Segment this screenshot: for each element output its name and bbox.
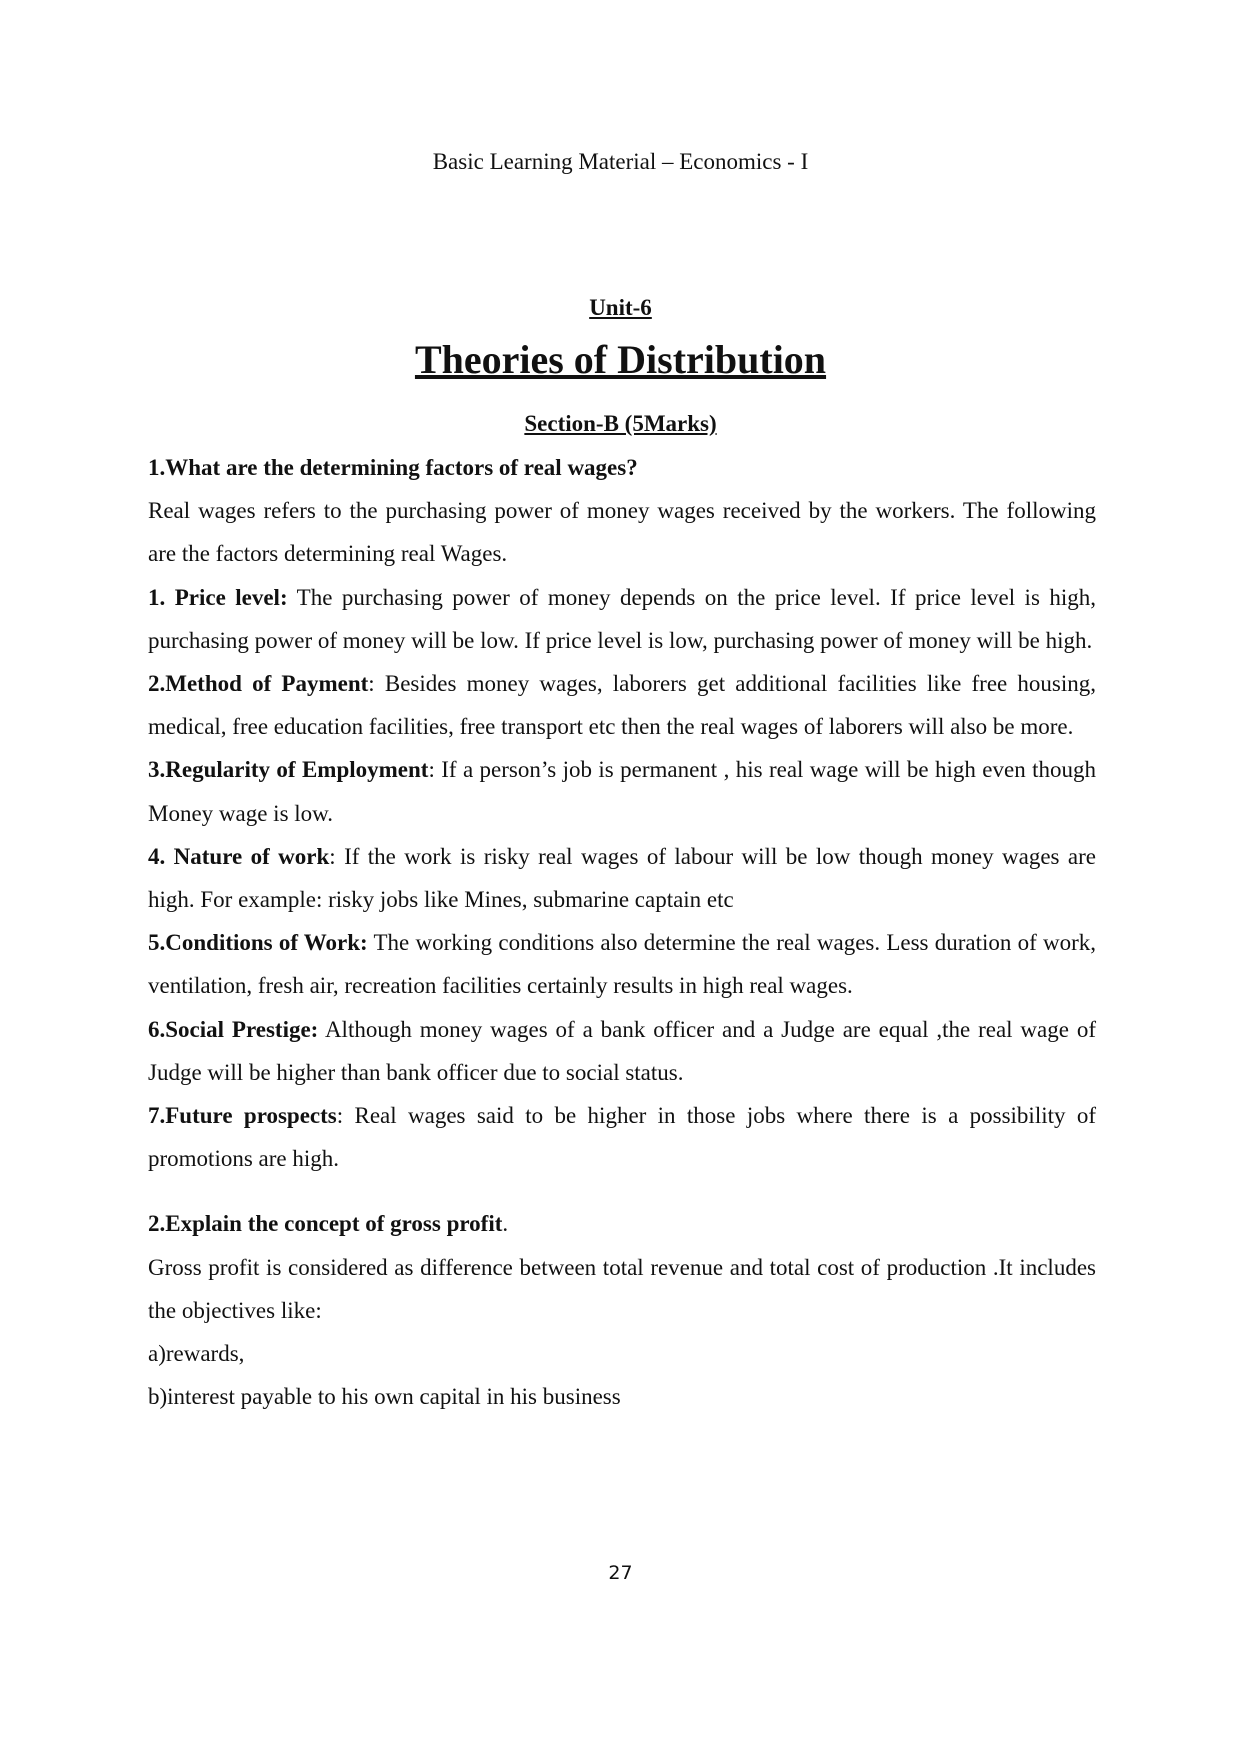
factor-term: 6.Social Prestige: bbox=[148, 1016, 319, 1042]
factor-item bbox=[148, 1008, 1096, 1094]
factor-text: : If a person’s job is permanent , his real wage will be high even though Money wage is low. bbox=[148, 757, 1096, 826]
factor-term: 4. Nature of work bbox=[148, 843, 330, 869]
factor-item bbox=[148, 748, 1096, 834]
page-title: Theories of Distribution bbox=[414, 337, 827, 382]
factor-item bbox=[148, 662, 1096, 748]
question-1: 1.What are the determining factors of real wages? bbox=[148, 455, 638, 480]
list-item: b)interest payable to his own capital in his business bbox=[148, 1384, 621, 1410]
factor-term: 2.Method of Payment bbox=[148, 671, 369, 697]
factor-term: 7.Future prospects bbox=[148, 1103, 337, 1129]
page-number: 27 bbox=[608, 1562, 633, 1584]
factor-text: The purchasing power of money depends on the price level. If price level is high, purchasing power of money will be low. If price level is low, purchasing power of money will be high. bbox=[148, 584, 1097, 653]
factor-text: The working conditions also determine the real wages. Less duration of work, ventilation, fresh air, recreation facilities certainly results in high real wages. bbox=[148, 930, 1096, 999]
factor-item bbox=[148, 835, 1096, 921]
question-2 bbox=[148, 1202, 1096, 1245]
factor-term: 3.Regularity of Employment bbox=[148, 757, 429, 783]
factor-text: Although money wages of a bank officer and a Judge are equal ,the real wage of Judge will be higher than bank officer due to social status. bbox=[148, 1016, 1096, 1085]
factor-term: 5.Conditions of Work: bbox=[148, 930, 368, 956]
factor-item bbox=[148, 1094, 1096, 1180]
factor-item bbox=[148, 921, 1096, 1007]
factor-term: 1. Price level: bbox=[148, 584, 288, 610]
factor-text: : Besides money wages, laborers get additional facilities like free housing, medical, free education facilities, free transport etc then the real wages of laborers will also be more. bbox=[148, 671, 1096, 740]
section-label: Section-B (5Marks) bbox=[524, 411, 717, 436]
unit-label: Unit-6 bbox=[589, 295, 652, 320]
question-2-text: 2.Explain the concept of gross profit bbox=[148, 1211, 503, 1237]
question-2-intro: Gross profit is considered as difference between total revenue and total cost of production .It includes the objectives like: bbox=[148, 1254, 1096, 1323]
factor-text: : Real wages said to be higher in those jobs where there is a possibility of promotions are high. bbox=[148, 1103, 1096, 1172]
question-1-intro: Real wages refers to the purchasing power of money wages received by the workers. The following are the factors determining real Wages. bbox=[148, 498, 1096, 567]
factor-text: : If the work is risky real wages of labour will be low though money wages are high. For example: risky jobs like Mines, submarine captain etc bbox=[148, 843, 1096, 913]
running-header: Basic Learning Material – Economics - I bbox=[432, 149, 809, 174]
list-item: a)rewards, bbox=[148, 1341, 245, 1367]
main-content bbox=[148, 446, 1096, 1418]
factor-item bbox=[148, 576, 1096, 662]
question-2-period: . bbox=[502, 1211, 509, 1237]
